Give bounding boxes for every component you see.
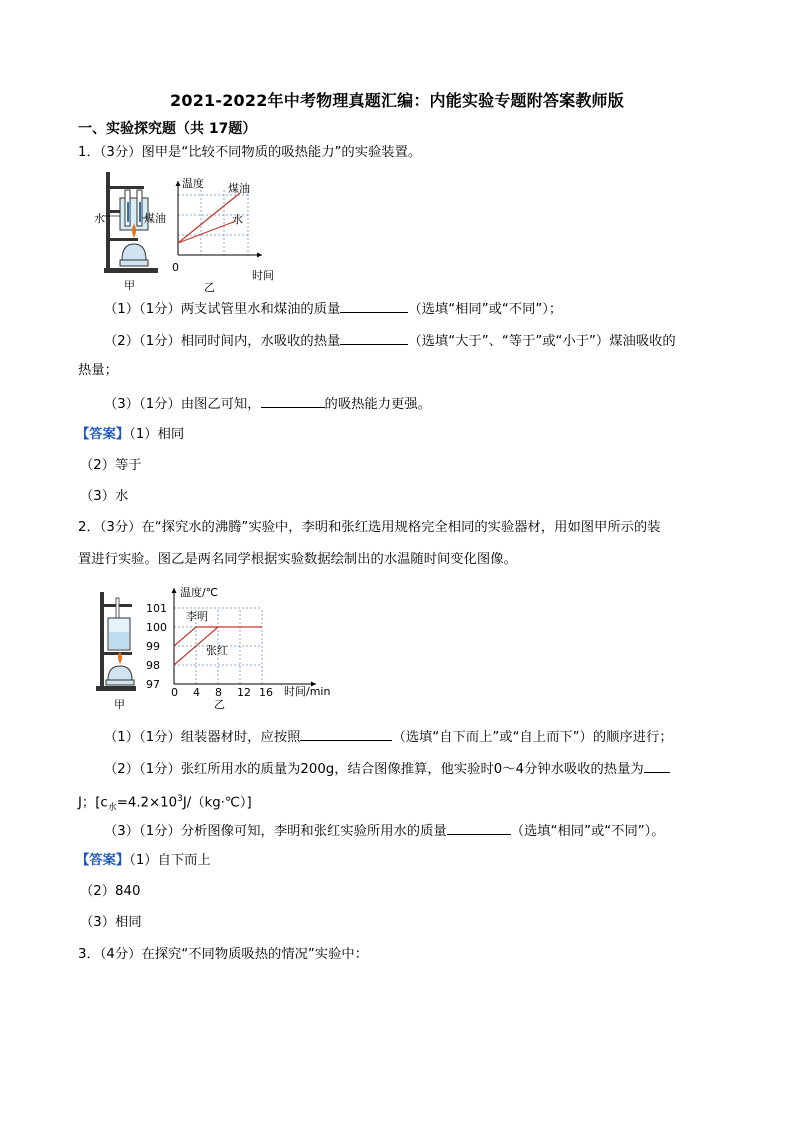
q1-answer-2: （2）等于: [80, 458, 142, 473]
x-tick-label: 8: [215, 686, 222, 699]
x-tick-label: 16: [259, 686, 273, 699]
x-tick-label: 4: [193, 686, 200, 699]
q2-part1: （1）（1分）组装器材时，应按照 （选填“自下而上”或“自上而下”）的顺序进行；: [104, 726, 673, 748]
answer-blank[interactable]: [644, 758, 670, 773]
q2-stem-1: 2．（3分）在“探究水的沸腾”实验中，李明和张红选用规格完全相同的实验器材，用如图甲所示的装: [78, 520, 661, 535]
answer-tag: 【答案】: [76, 427, 130, 442]
answer-blank[interactable]: [261, 393, 325, 408]
answer-blank[interactable]: [340, 330, 408, 345]
q1-stem: 1．（3分）图甲是“比较不同物质的吸热能力”的实验装置。: [78, 145, 422, 160]
answer-tag: 【答案】: [76, 853, 130, 868]
q2-part2-cont: J；$[c_水=4.2\times 10^3J/(kg\cdot℃)]$: [78, 794, 252, 814]
origin-label: 0: [172, 261, 179, 274]
q1-answer-1: 【答案】（1）相同: [76, 427, 185, 442]
q2-answer-3: （3）相同: [80, 915, 142, 930]
q1-part2-cont: 热量；: [78, 363, 118, 378]
caption-jia: 甲: [114, 698, 125, 710]
q2-part3: （3）（1分）分析图像可知，李明和张红实验所用水的质量 （选填“相同”或“不同”）。: [104, 820, 665, 842]
caption-jia: 甲: [124, 279, 135, 292]
q2-answer-2: （2）840: [80, 884, 141, 899]
page-title: 2021-2022年中考物理真题汇编：内能实验专题附答案教师版: [170, 91, 624, 110]
label-water: 水: [94, 212, 105, 225]
y-tick-label: 98: [146, 659, 160, 672]
q3-stem: 3．（4分）在探究“不同物质吸热的情况”实验中：: [78, 947, 368, 962]
q1-part2: （2）（1分）相同时间内，水吸收的热量 （选填“大于”、“等于”或“小于”）煤油吸收的: [104, 330, 676, 352]
series-zhanghong-label: 张红: [206, 644, 228, 657]
x-tick-label: 0: [171, 686, 178, 699]
line-oil: [178, 193, 240, 243]
q1-part1: （1）（1分）两支试管里水和煤油的质量 （选填“相同”或“不同”）；: [104, 298, 562, 320]
series-liming-label: 李明: [186, 610, 208, 623]
q1-figure-graph: [168, 175, 280, 295]
section-heading: 一、实验探究题（共 17题）: [78, 121, 257, 137]
x-tick-label: 12: [237, 686, 251, 699]
q1-part3: （3）（1分）由图乙可知， 的吸热能力更强。: [104, 393, 431, 415]
axis-y-label: 温度/℃: [180, 586, 219, 599]
line-water: [178, 221, 236, 243]
q2-stem-2: 置进行实验。图乙是两名同学根据实验数据绘制出的水温随时间变化图像。: [78, 552, 517, 567]
answer-blank[interactable]: [300, 726, 392, 741]
q2-part2: （2）（1分）张红所用水的质量为200g，结合图像推算，他实验时0～4分钟水吸收的热量为: [104, 758, 670, 780]
y-tick-label: 100: [146, 621, 167, 634]
q1-answer-3: （3）水: [80, 489, 129, 504]
y-tick-label: 97: [146, 678, 160, 691]
label-oil: 煤油: [144, 212, 166, 225]
y-tick-label: 101: [146, 602, 167, 615]
caption-yi: 乙: [214, 698, 225, 711]
y-tick-label: 99: [146, 640, 160, 653]
q2-answer-1: 【答案】（1）自下而上: [76, 853, 211, 868]
q1-figure-apparatus: [90, 168, 170, 292]
axis-y-label: 温度: [182, 177, 204, 190]
answer-blank[interactable]: [340, 298, 408, 313]
line-oil-label: 煤油: [228, 182, 250, 195]
caption-yi: 乙: [204, 281, 215, 294]
answer-blank[interactable]: [447, 820, 511, 835]
axis-x-label: 时间: [252, 269, 274, 282]
q2-chart: [140, 582, 330, 712]
line-water-label: 水: [232, 213, 243, 226]
axis-x-label: 时间/min: [284, 685, 330, 698]
